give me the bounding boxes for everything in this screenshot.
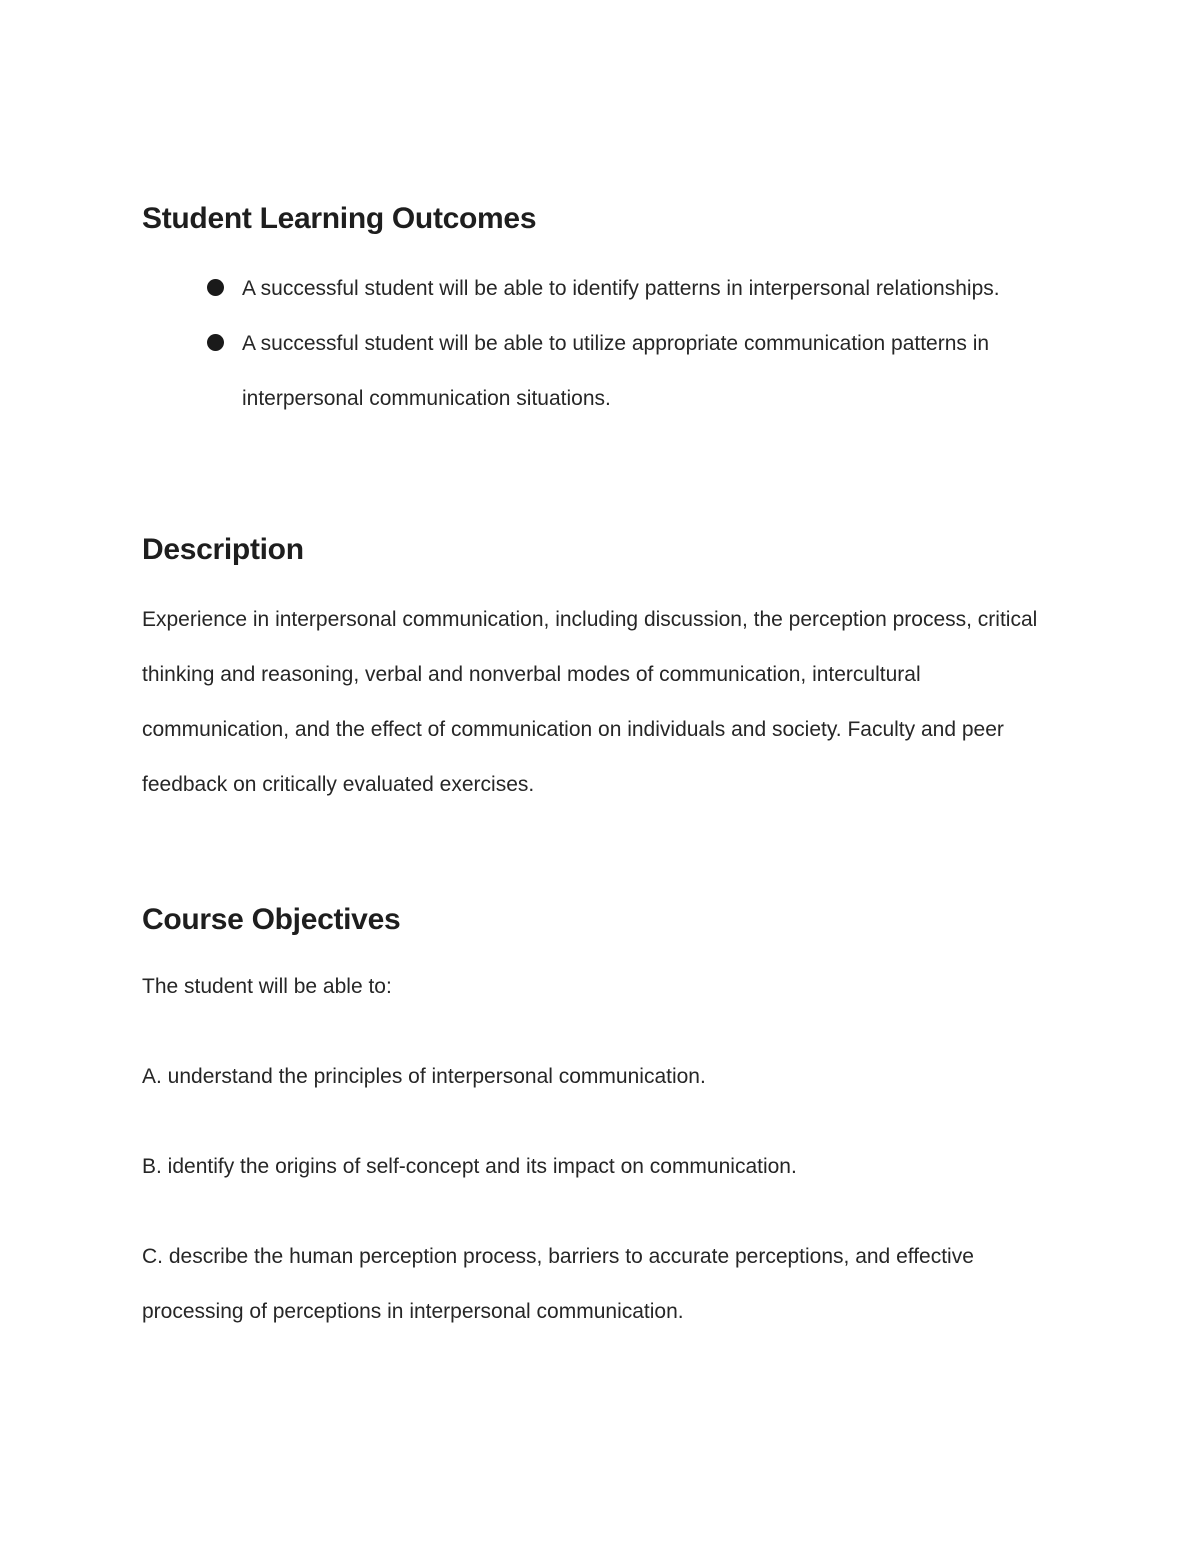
objective-item: B. identify the origins of self-concept and its impact on communication. <box>142 1155 797 1178</box>
outcome-text: A successful student will be able to utilize appropriate communication patterns in interpersonal communication situations. <box>242 332 990 410</box>
course-objectives-heading: Course Objectives <box>142 903 401 936</box>
bullet-icon <box>207 334 224 351</box>
outcome-item <box>242 261 1072 316</box>
objective-item: A. understand the principles of interpersonal communication. <box>142 1065 706 1088</box>
description-section <box>142 527 1072 812</box>
objective-item: C. describe the human perception process, barriers to accurate perceptions, and effective processing of perceptions in interpersonal communication. <box>142 1245 974 1323</box>
bullet-icon <box>207 279 224 296</box>
course-objectives-section <box>142 897 1072 1339</box>
objectives-intro: The student will be able to: <box>142 975 392 998</box>
learning-outcomes-heading: Student Learning Outcomes <box>142 202 537 235</box>
description-body: Experience in interpersonal communication, including discussion, the perception process, critical thinking and reasoning, verbal and nonverbal modes of communication, intercultural communication, and the effect of communication on individuals and society. Faculty and peer feedback on critically evaluated exercises. <box>142 608 1038 796</box>
learning-outcomes-section <box>142 196 1072 426</box>
description-heading: Description <box>142 533 304 566</box>
learning-outcomes-list <box>142 261 1072 426</box>
objectives-list <box>142 1049 1072 1339</box>
outcome-text: A successful student will be able to identify patterns in interpersonal relationships. <box>242 277 1000 300</box>
page-content <box>142 196 1072 1374</box>
outcome-item <box>242 316 1072 426</box>
